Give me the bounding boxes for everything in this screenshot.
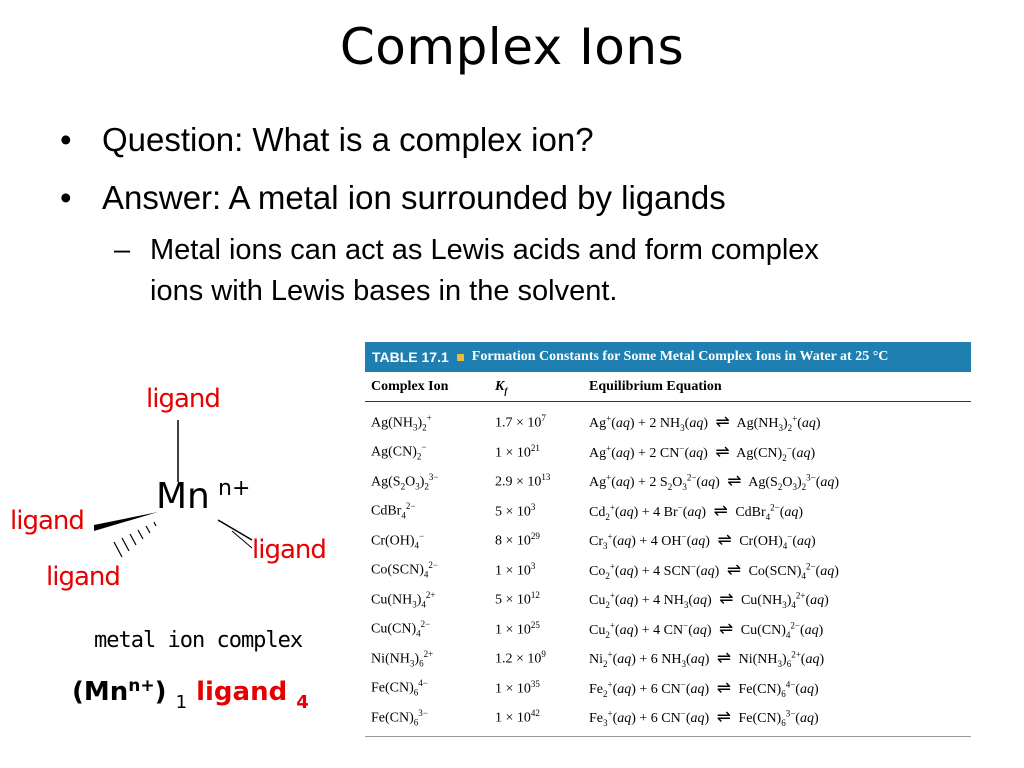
ligand-top-label: ligand: [146, 384, 220, 414]
cell-equation: Ag+(aq) + 2 CN−(aq) ⇌ $Ag(CN)_2^-(aq)$: [589, 441, 816, 463]
table-number: TABLE 17.1: [372, 349, 449, 365]
diagram-caption: metal ion complex: [94, 628, 303, 653]
table-row: [365, 703, 971, 733]
bullet-answer: [60, 178, 960, 218]
cell-complex-ion: $Fe(CN)_6^{3-}$: [371, 707, 428, 728]
table-row: [365, 496, 971, 526]
formula-subscript-1: 1: [175, 692, 188, 713]
table-bottom-rule: [365, 736, 971, 737]
cell-complex-ion: $Ag(NH_3)_2^+$: [371, 412, 432, 433]
page-title: Complex Ions: [339, 18, 685, 76]
cell-complex-ion: $Cu(CN)_4^{2-}$: [371, 619, 431, 639]
cell-equation: $Cu_2^+(aq) + 4$ CN−(aq) ⇌ $Cu(CN)_4^{2-}(aq)$: [589, 618, 824, 640]
cell-complex-ion: $Cr(OH)_4^-$: [371, 530, 425, 551]
sub-bullet-line-1: Metal ions can act as Lewis acids and form complex: [150, 234, 819, 266]
metal-charge: n+: [218, 476, 251, 501]
table-title: Formation Constants for Some Metal Complex Ions in Water at 25 °C: [471, 349, 889, 364]
bullet-text: Question: What is a complex ion?: [102, 121, 594, 158]
bond-hashed: [114, 522, 156, 557]
formation-constants-table: [365, 342, 971, 742]
table-row: [365, 614, 971, 644]
cell-equation: $Ni_2^+(aq) + 6$ $NH_3(aq)$ ⇌ $Ni(NH_3)_6^{2+}(aq)$: [589, 648, 825, 669]
table-row: [365, 437, 971, 467]
column-header-kf: [489, 372, 583, 401]
cell-complex-ion: $Ag(CN)_2^-$: [371, 442, 427, 462]
cell-equation: Ag+(aq) + 2 $S_2O_3^{2-}(aq)$ ⇌ $Ag(S_2O_3)_2^{3-}(aq)$: [589, 471, 840, 492]
sub-bullet-line-2: ions with Lewis bases in the solvent.: [150, 275, 618, 307]
cell-complex-ion: $Cu(NH_3)_4^{2+}$: [371, 589, 436, 610]
sub-bullet: [60, 230, 960, 312]
ligand-left-label: ligand: [10, 506, 84, 536]
cell-equation: $Fe_3^+(aq) + 6$ CN−(aq) ⇌ $Fe(CN)_6^{3-}(aq)$: [589, 707, 819, 728]
bond-right: [218, 520, 252, 540]
bond-left-wedge: [94, 512, 158, 531]
cell-kf: $1.7 \times 10^7$: [495, 413, 546, 431]
dash-symbol: –: [114, 234, 131, 266]
formula-charge: n+: [128, 676, 155, 696]
cell-complex-ion: $Co(SCN)_4^{2-}$: [371, 560, 438, 580]
cell-complex-ion: CdBr$_4^{2-}$: [371, 501, 416, 521]
cell-equation: $Cr_3^+(aq) + 4$ OH−(aq) ⇌ $Cr(OH)_4^-(aq)$: [589, 530, 816, 551]
formula-ligand: ligand: [196, 677, 288, 707]
cell-kf: $1 \times 10^3$: [495, 560, 536, 579]
ligand-bottom-label: ligand: [46, 562, 120, 592]
table-row: [365, 585, 971, 615]
cell-equation: Ag+(aq) + 2 $NH_3(aq)$ ⇌ $Ag(NH_3)_2^+(aq)$: [589, 412, 821, 433]
cell-kf: $1.2 \times 10^9$: [495, 649, 546, 667]
column-header-row: [365, 372, 971, 401]
cell-kf: $1 \times 10^{42}$: [495, 708, 540, 726]
table-row: [365, 401, 971, 437]
table-header-bar: [365, 342, 971, 372]
cell-kf: $1 \times 10^{21}$: [495, 442, 540, 461]
bullet-symbol: •: [60, 179, 72, 216]
cell-complex-ion: $Ag(S_2O_3)_2^{3-}$: [371, 471, 439, 492]
cell-kf: $2.9 \times 10^{13}$: [495, 472, 551, 490]
bullet-question: [60, 120, 960, 160]
cell-kf: $5 \times 10^{12}$: [495, 590, 540, 608]
table-body: [365, 401, 971, 732]
kf-symbol: K: [495, 379, 505, 394]
data-table: [365, 372, 971, 732]
cell-equation: $Cu_2^+(aq) + 4$ $NH_3(aq)$ ⇌ $Cu(NH_3)_4^{2+}(aq)$: [589, 589, 829, 610]
table-row: [365, 673, 971, 703]
table-row: [365, 526, 971, 556]
metal-symbol: Mn: [156, 476, 210, 517]
complex-ion-diagram: [0, 380, 350, 720]
table-row: [365, 644, 971, 674]
square-icon: [457, 354, 464, 361]
cell-kf: $8 \times 10^{29}$: [495, 531, 540, 549]
cell-kf: $5 \times 10^3$: [495, 501, 536, 520]
column-header-complex-ion: Complex Ion: [365, 372, 489, 401]
table-row: [365, 467, 971, 497]
bullet-list: [60, 120, 960, 312]
bullet-symbol: •: [60, 121, 72, 158]
cell-complex-ion: $Ni(NH_3)_6^{2+}$: [371, 648, 434, 669]
cell-equation: $Co_2^+(aq) + 4$ SCN−(aq) ⇌ $Co(SCN)_4^{2-}(aq)$: [589, 559, 839, 581]
cell-kf: $1 \times 10^{35}$: [495, 678, 540, 697]
bullet-text: Answer: A metal ion surrounded by ligands: [102, 179, 726, 216]
cell-kf: $1 \times 10^{25}$: [495, 619, 540, 638]
formula-close: ): [154, 677, 167, 707]
cell-equation: $Fe_2^+(aq) + 6$ CN−(aq) ⇌ $Fe(CN)_6^{4-}(aq)$: [589, 677, 819, 699]
cell-complex-ion: $Fe(CN)_6^{4-}$: [371, 678, 428, 698]
ligand-right-label: ligand: [252, 535, 326, 565]
formula-metal: (Mn: [72, 677, 129, 707]
cell-equation: $Cd_2^+(aq) + 4$ Br−(aq) ⇌ CdBr$_4^{2-}$(aq): [589, 500, 804, 522]
formula-subscript-2: 4: [296, 692, 309, 713]
complex-formula: [72, 676, 309, 713]
table-row: [365, 555, 971, 585]
column-header-equation: Equilibrium Equation: [583, 372, 971, 401]
kf-subscript: f: [504, 385, 508, 396]
